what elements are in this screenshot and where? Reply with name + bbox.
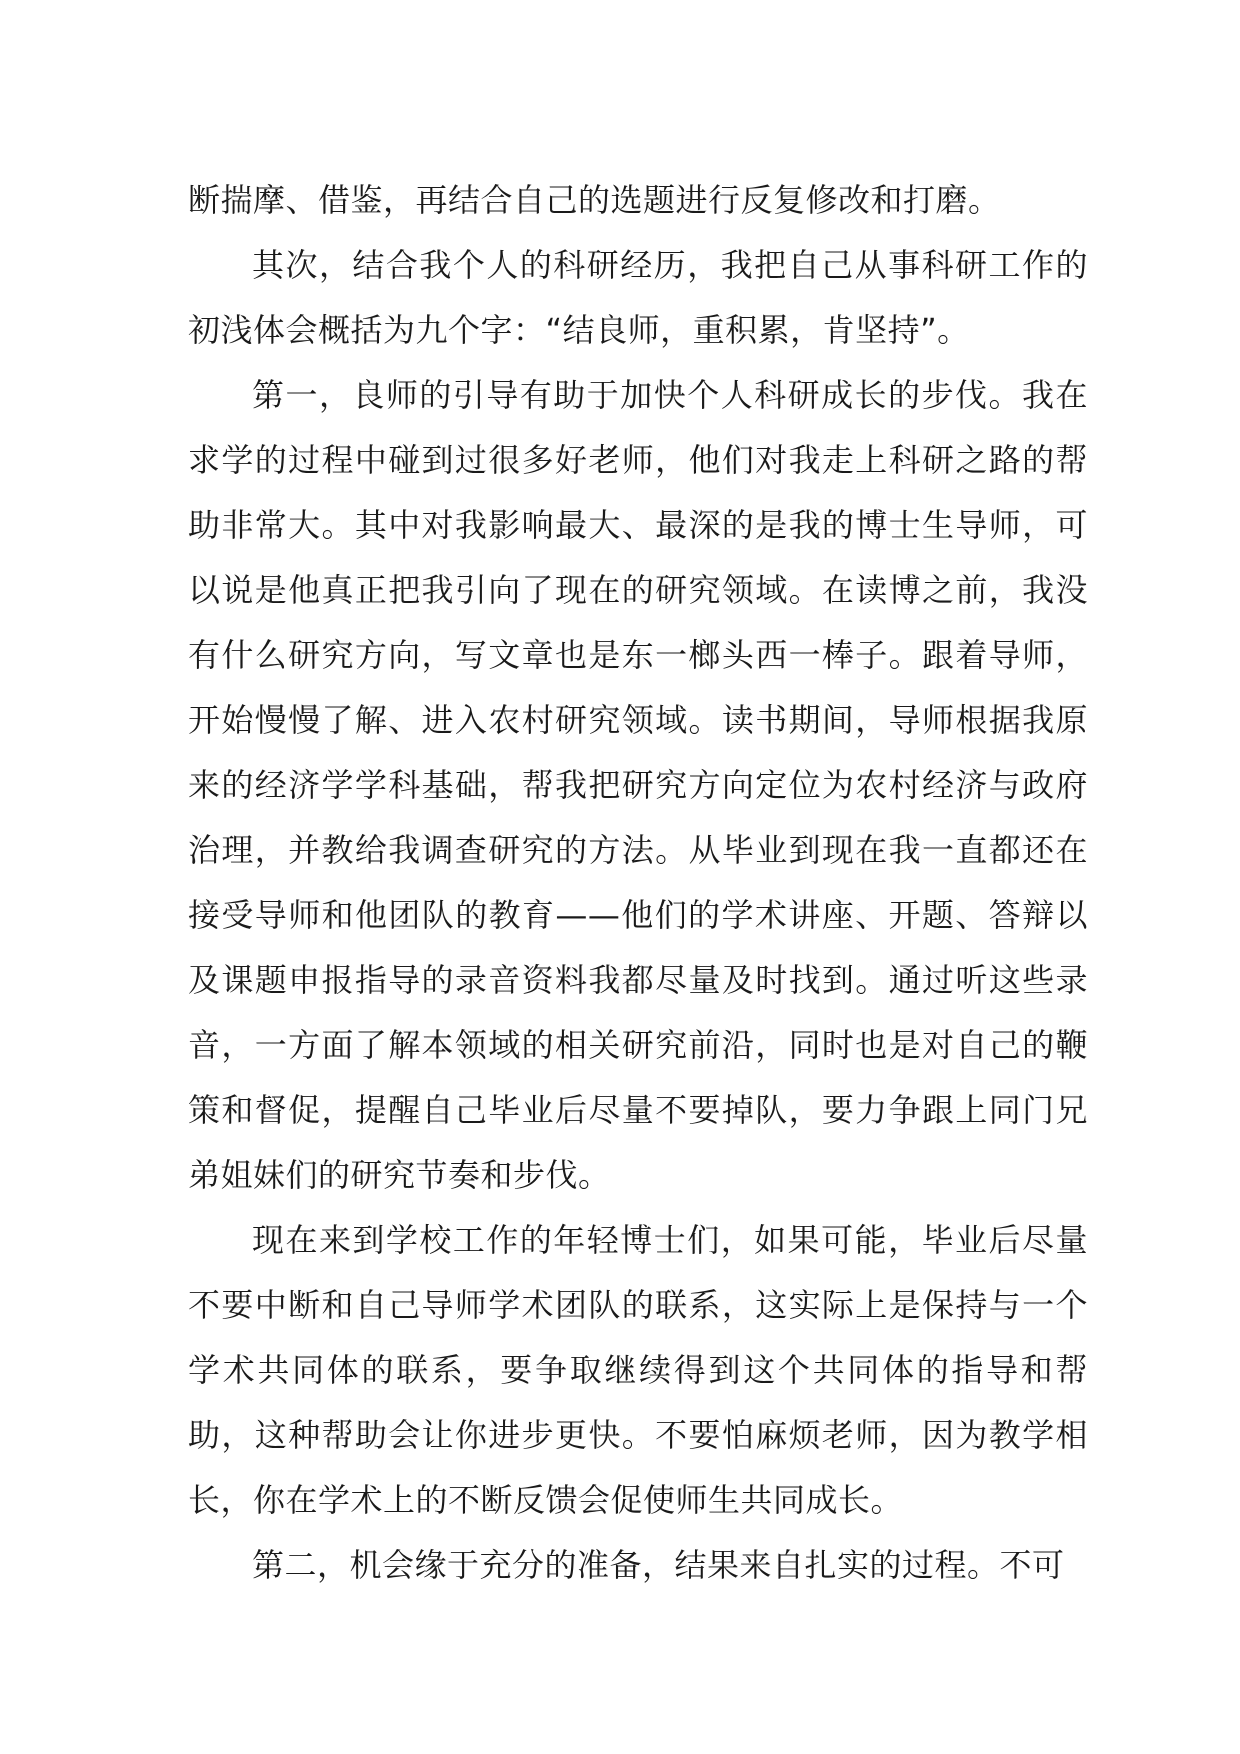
- paragraph-continuation: 断揣摩、借鉴，再结合自己的选题进行反复修改和打磨。: [188, 181, 1001, 219]
- paragraph-young-doctors: 现在来到学校工作的年轻博士们，如果可能，毕业后尽量不要中断和自己导师学术团队的联系，这实际上是保持与一个学术共同体的联系，要争取继续得到这个共同体的指导和帮助，这种帮助会让你进步更快。不要怕麻烦老师，因为教学相长，你在学术上的不断反馈会促使师生共同成长。: [188, 1221, 1088, 1519]
- paragraph-first-point: 第一，良师的引导有助于加快个人科研成长的步伐。我在求学的过程中碰到过很多好老师，他们对我走上科研之路的帮助非常大。其中对我影响最大、最深的是我的博士生导师，可以说是他真正把我引向了现在的研究领域。在读博之前，我没有什么研究方向，写文章也是东一榔头西一棒子。跟着导师，开始慢慢了解、进入农村研究领域。读书期间，导师根据我原来的经济学学科基础，帮我把研究方向定位为农村经济与政府治理，并教给我调查研究的方法。从毕业到现在我一直都还在接受导师和他团队的教育——他们的学术讲座、开题、答辩以及课题申报指导的录音资料我都尽量及时找到。通过听这些录音，一方面了解本领域的相关研究前沿，同时也是对自己的鞭策和督促，提醒自己毕业后尽量不要掉队，要力争跟上同门兄弟姐妹们的研究节奏和步伐。: [188, 376, 1088, 1194]
- paragraph-second-point: 第二，机会缘于充分的准备，结果来自扎实的过程。不可: [252, 1546, 1065, 1584]
- paragraph-secondly: 其次，结合我个人的科研经历，我把自己从事科研工作的初浅体会概括为九个字：“结良师，重积累，肯坚持”。: [188, 246, 1088, 349]
- document-body: [188, 168, 1088, 1598]
